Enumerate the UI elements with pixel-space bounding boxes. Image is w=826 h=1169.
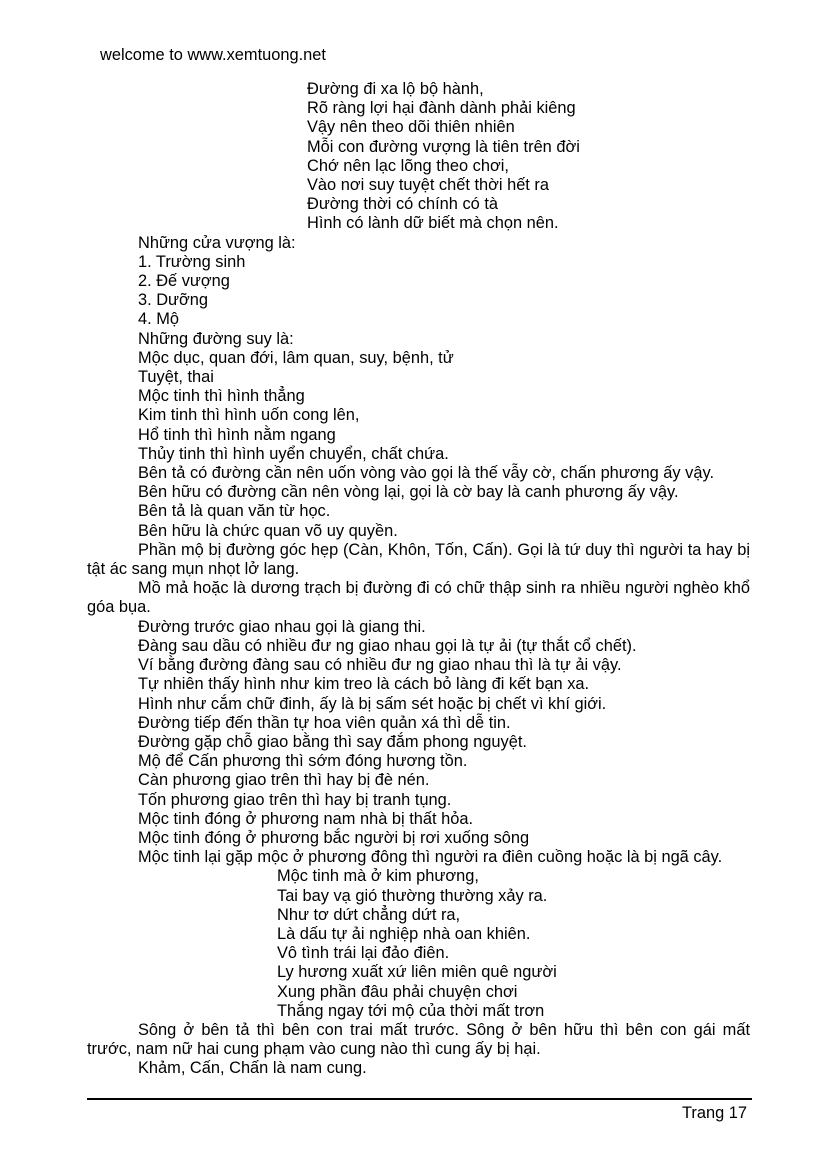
text-line: Bên tả có đường cần nên uốn vòng vào gọi là thế vẫy cờ, chấn phương ấy vậy. [138,464,715,483]
text-line: Đường trước giao nhau gọi là giang thi. [138,617,426,636]
footer-divider [87,1098,752,1100]
text-line: Mộc tinh lại gặp mộc ở phương đông thì người ra điên cuồng hoặc là bị ngã cây. [138,848,723,867]
text-line: Bên tả là quan văn từ học. [138,502,331,521]
poem-line: Đường thời có chính có tà [307,195,499,214]
text-line: Ví bằng đường đàng sau có nhiều đư ng giao nhau thì là tự ải vậy. [138,656,622,675]
poem-line: Rõ ràng lợi hại đành dành phải kiêng [307,99,576,118]
text-line: Đường gặp chỗ giao bằng thì say đắm phong nguyệt. [138,732,527,751]
text-line: Tự nhiên thấy hình như kim treo là cách bỏ làng đi kết bạn xa. [138,675,590,694]
poem-line: Vào nơi suy tuyệt chết thời hết ra [307,176,549,195]
poem-line: Đường đi xa lộ bộ hành, [307,80,484,98]
text-line: Những đường suy là: [138,329,294,348]
poem-line: Mỗi con đường vượng là tiên trên đời [307,137,580,156]
poem-line: Thắng ngay tới mộ của thời mất trơn [277,1001,545,1020]
list-item: 1. Trường sinh [138,252,246,271]
text-line: Hổ tinh thì hình nằm ngang [138,425,336,444]
text-line: Càn phương giao trên thì hay bị đè nén. [138,771,430,790]
list-item: 3. Dưỡng [138,291,209,310]
list-item: 4. Mộ [138,310,179,329]
text-line: Mộ để Cấn phương thì sớm đóng hương tồn. [138,752,468,771]
text-line: Đàng sau dầu có nhiều đư ng giao nhau gọi là tự ải (tự thắt cổ chết). [138,636,637,655]
site-header-text: welcome to www.xemtuong.net [100,46,326,64]
text-line: Thủy tinh thì hình uyển chuyển, chất chứa. [138,444,449,463]
poem-line: Như tơ dứt chẳng dứt ra, [277,905,461,924]
poem-line: Vậy nên theo dõi thiên nhiên [307,118,515,137]
text-line: Kim tinh thì hình uốn cong lên, [138,406,360,425]
text-line: Khảm, Cấn, Chấn là nam cung. [138,1059,367,1078]
paragraph: Mồ mả hoặc là dương trạch bị đường đi có chữ thập sinh ra nhiều người nghèo khổ góa bụa. [87,579,750,617]
poem-line: Xung phần đâu phải chuyện chơi [277,982,518,1001]
list-item: 2. Đế vượng [138,272,230,291]
text-line: Những cửa vượng là: [138,233,296,252]
text-line: Tuyệt, thai [138,368,214,387]
text-line: Mộc tinh đóng ở phương nam nhà bị thất hỏa. [138,809,473,828]
text-line: Mộc tinh thì hình thẳng [138,387,305,406]
poem-line: Ly hương xuất xứ liên miên quê người [277,963,557,982]
text-line: Hình như cắm chữ đinh, ấy là bị sấm sét hoặc bị chết vì khí giới. [138,694,607,713]
poem-block-1 [87,80,750,234]
poem-block-2 [87,867,750,1021]
poem-line: Mộc tinh mà ở kim phương, [277,867,479,886]
poem-line: Vô tình trái lại đảo điên. [277,944,450,963]
document-content [87,80,750,1079]
text-line: Tốn phương giao trên thì hay bị tranh tụng. [138,790,452,809]
poem-line: Chớ nên lạc lõng theo chơi, [307,156,509,175]
text-line: Bên hữu có đường cần nên vòng lại, gọi là cờ bay là canh phương ấy vậy. [138,483,679,502]
text-line: Mộc dục, quan đới, lâm quan, suy, bệnh, tử [138,348,454,367]
paragraph: Sông ở bên tả thì bên con trai mất trước. Sông ở bên hữu thì bên con gái mất trước, nam nữ hai cung phạm vào cung nào thì cung ấy bị hại. [87,1020,750,1059]
paragraph: Phần mộ bị đường góc hẹp (Càn, Khôn, Tốn, Cấn). Gọi là tứ duy thì người ta hay bị tật ác sang mụn nhọt lở lang. [87,540,750,579]
poem-line: Tai bay vạ gió thường thường xảy ra. [277,886,548,905]
poem-line: Hình có lành dữ biết mà chọn nên. [307,214,559,233]
page-number: Trang 17 [682,1104,747,1122]
poem-line: Là dấu tự ải nghiệp nhà oan khiên. [277,924,531,943]
text-line: Bên hữu là chức quan võ uy quyền. [138,521,398,540]
text-line: Đường tiếp đến thần tự hoa viên quản xá thì dễ tin. [138,713,511,732]
text-line: Mộc tinh đóng ở phương bắc người bị rơi xuống sông [138,828,530,847]
